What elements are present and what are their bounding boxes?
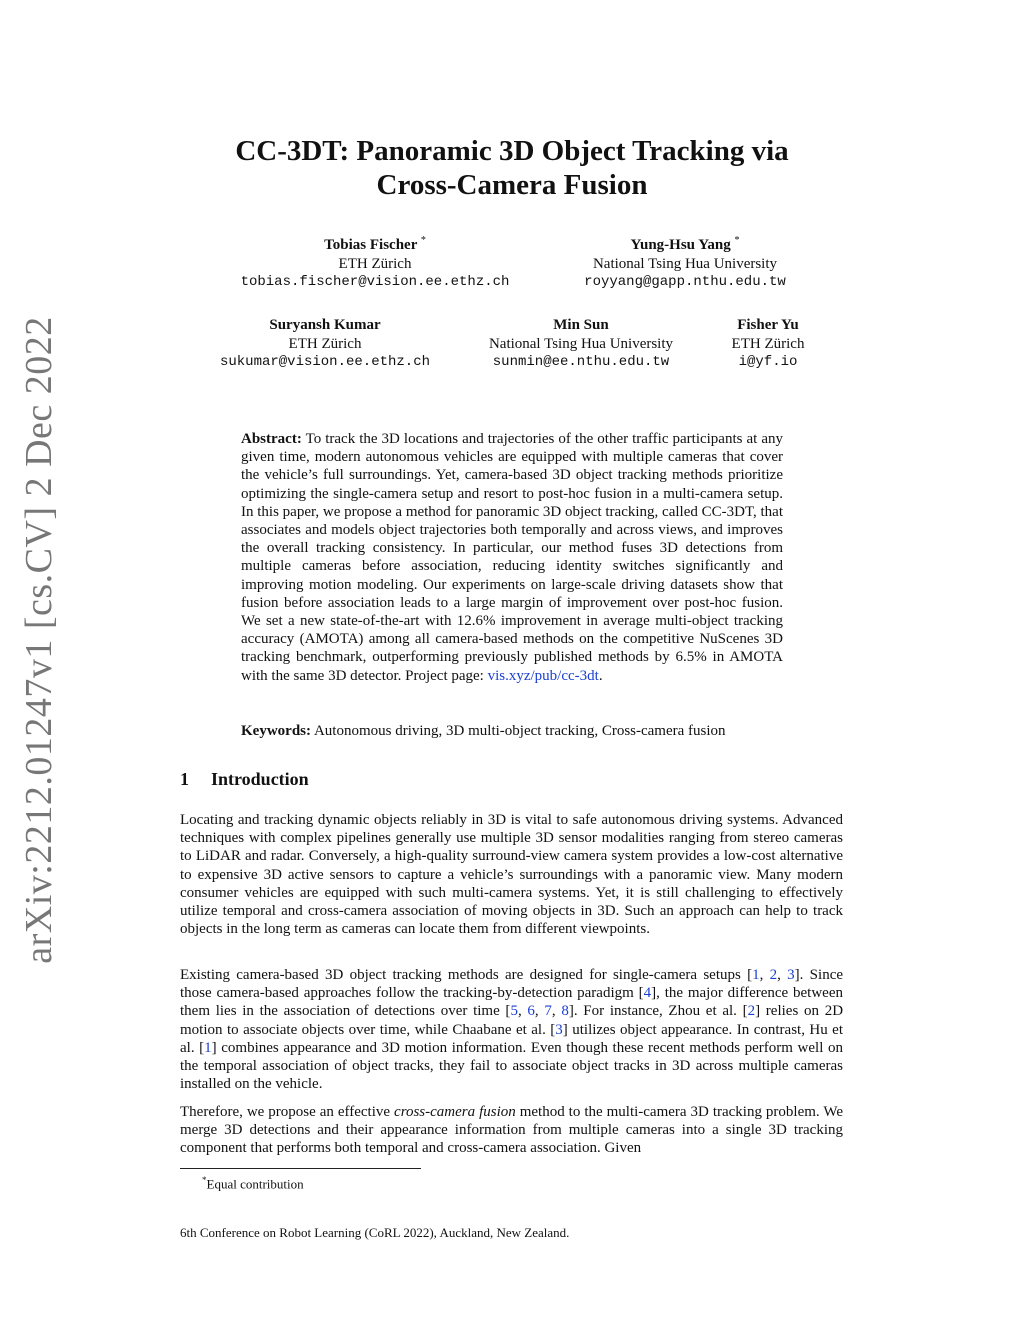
citation-link[interactable]: 6 xyxy=(527,1003,535,1020)
author-affiliation: National Tsing Hua University xyxy=(488,335,674,352)
abstract-text: To track the 3D locations and trajectories of the other traffic participants at any given time, modern autonomous vehicles are equipped with multiple cameras that cover the vehicle’s full surroundings. Yet, camera-based 3D object tracking methods prioritize optimizing the single-camera setup and resort to post-hoc fusion in a multi-camera setup. In this paper, we propose a method for panoramic 3D object tracking, called CC-3DT, that associates and models object trajectories both temporally and across views, and improves the overall tracking consistency. In particular, our method fuses 3D detections from multiple cameras before association, reducing identity switches significantly and improving motion modeling. Our experiments on large-scale driving datasets show that fusion before association leads to a large margin of improvement over post-hoc fusion. We set a new state-of-the-art with 12.6% improvement in average multi-object tracking accuracy (AMOTA) among all camera-based methods on the competitive NuScenes 3D tracking benchmark, outperforming previously published methods by 6.5% in AMOTA with the same 3D detector. Project page: xyxy=(241,431,783,684)
arxiv-stamp xyxy=(10,316,68,964)
author-name: Min Sun xyxy=(553,317,609,333)
author-email[interactable]: sukumar@vision.ee.ethz.ch xyxy=(219,354,431,370)
intro-paragraph-1: Locating and tracking dynamic objects reliably in 3D is vital to safe autonomous driving systems. Advanced techniques with complex pipelines generally use multiple 3D sensor modalities ranging from stereo cameras to LiDAR and radar. Conversely, a high-quality surround-view camera system provides a low-cost alternative to expensive 3D active sensors to capture a vehicle’s surroundings with a panoramic view. Many modern consumer vehicles are equipped with such multi-camera systems. Yet, it is still challenging to effectively utilize temporal and cross-camera association of moving objects in 3D. Such an approach can help to track objects in the long term as cameras can locate them from different viewpoints. xyxy=(180,812,843,938)
abstract: Abstract: To track the 3D locations and trajectories of the other traffic participants at any given time, modern autonomous vehicles are equipped with multiple cameras that cover the vehicle’s full surroundings. Yet, camera-based 3D object tracking methods prioritize optimizing the single-camera setup and resort to post-hoc fusion in a multi-camera setup. In this paper, we propose a method for panoramic 3D object tracking, called CC-3DT, that associates and models object trajectories both temporally and across views, and improves the overall tracking consistency. In particular, our method fuses 3D detections from multiple cameras before association, reducing identity switches significantly and improving motion modeling. Our experiments on large-scale driving datasets show that fusion before association leads to a large margin of improvement over post-hoc fusion. We set a new state-of-the-art with 12.6% improvement in average multi-object tracking accuracy (AMOTA) among all camera-based methods on the competitive NuScenes 3D tracking benchmark, outperforming previously published methods by 6.5% in AMOTA with the same 3D detector. Project page: vis.xyz/pub/cc-3dt. xyxy=(241,431,783,684)
author-name: Tobias Fischer * xyxy=(324,235,426,253)
section-number: 1 xyxy=(180,769,189,789)
citation-link[interactable]: 3 xyxy=(555,1021,563,1038)
author-email[interactable]: tobias.fischer@vision.ee.ethz.ch xyxy=(240,274,510,290)
conference-footer: 6th Conference on Robot Learning (CoRL 2022), Auckland, New Zealand. xyxy=(180,1225,570,1240)
footnote-rule xyxy=(180,1168,421,1169)
title-line-1: CC-3DT: Panoramic 3D Object Tracking via xyxy=(235,135,789,167)
citation-link[interactable]: 2 xyxy=(747,1003,756,1020)
abstract-label: Abstract: xyxy=(241,431,302,447)
author-block xyxy=(550,232,820,292)
author-name: Yung-Hsu Yang * xyxy=(630,235,740,253)
author-block xyxy=(225,232,525,292)
author-email[interactable]: royyang@gapp.nthu.edu.tw xyxy=(584,274,786,290)
arxiv-stamp-text: arXiv:2212.01247v1 [cs.CV] 2 Dec 2022 xyxy=(18,316,61,964)
citation-link[interactable]: 5 xyxy=(510,1003,518,1020)
citation-link[interactable]: 3 xyxy=(787,967,795,983)
author-affiliation: ETH Zürich xyxy=(731,335,805,352)
intro-paragraph-3: Therefore, we propose an effective cross-camera fusion method to the multi-camera 3D tracking problem. We merge 3D detections and their appearance information from multiple cameras into a single 3D tracking component that performs both temporal and cross-camera association. Given xyxy=(180,1104,843,1157)
keywords xyxy=(241,722,726,740)
title-line-2: Cross-Camera Fusion xyxy=(376,169,648,201)
author-affiliation: ETH Zürich xyxy=(288,335,362,352)
author-block xyxy=(200,316,450,372)
keywords-label: Keywords: xyxy=(241,723,311,739)
citation-link[interactable]: 7 xyxy=(544,1003,552,1020)
citation-link[interactable]: 4 xyxy=(643,985,652,1002)
footnote: *Equal contribution xyxy=(202,1175,304,1192)
author-block xyxy=(466,316,696,372)
section-title: Introduction xyxy=(211,769,309,789)
citation-link[interactable]: 8 xyxy=(561,1003,569,1020)
author-affiliation: ETH Zürich xyxy=(338,255,412,272)
citation-link[interactable]: 1 xyxy=(752,967,760,983)
author-name: Suryansh Kumar xyxy=(269,317,381,333)
citation-link[interactable]: 1 xyxy=(204,1039,212,1056)
author-affiliation: National Tsing Hua University xyxy=(592,255,778,272)
citation-link[interactable]: 2 xyxy=(769,967,778,983)
project-page-link[interactable]: vis.xyz/pub/cc-3dt xyxy=(487,667,599,684)
author-block xyxy=(713,316,823,372)
section-heading xyxy=(180,769,309,790)
author-email[interactable]: sunmin@ee.nthu.edu.tw xyxy=(492,354,670,370)
emphasis-text: cross-camera fusion xyxy=(394,1104,516,1120)
author-name: Fisher Yu xyxy=(737,317,799,333)
author-email[interactable]: i@yf.io xyxy=(738,354,798,370)
paper-title xyxy=(180,134,844,202)
keywords-text: Autonomous driving, 3D multi-object tracking, Cross-camera fusion xyxy=(313,723,726,739)
intro-paragraph-2: Existing camera-based 3D object tracking methods are designed for single-camera setups [1, 2, 3]. Since those camera-based approaches follow the tracking-by-detection paradigm [4], the major difference between them lies in the association of detections over time [5, 6, 7, 8]. For instance, Zhou et al. [2] relies on 2D motion to associate objects over time, while Chaabane et al. [3] utilizes object appearance. In contrast, Hu et al. [1] combines appearance and 3D motion information. Even though these recent methods perform well on the temporal association of object tracks, they fail to associate object tracks in 3D across multiple cameras installed on the vehicle. xyxy=(180,967,844,1093)
